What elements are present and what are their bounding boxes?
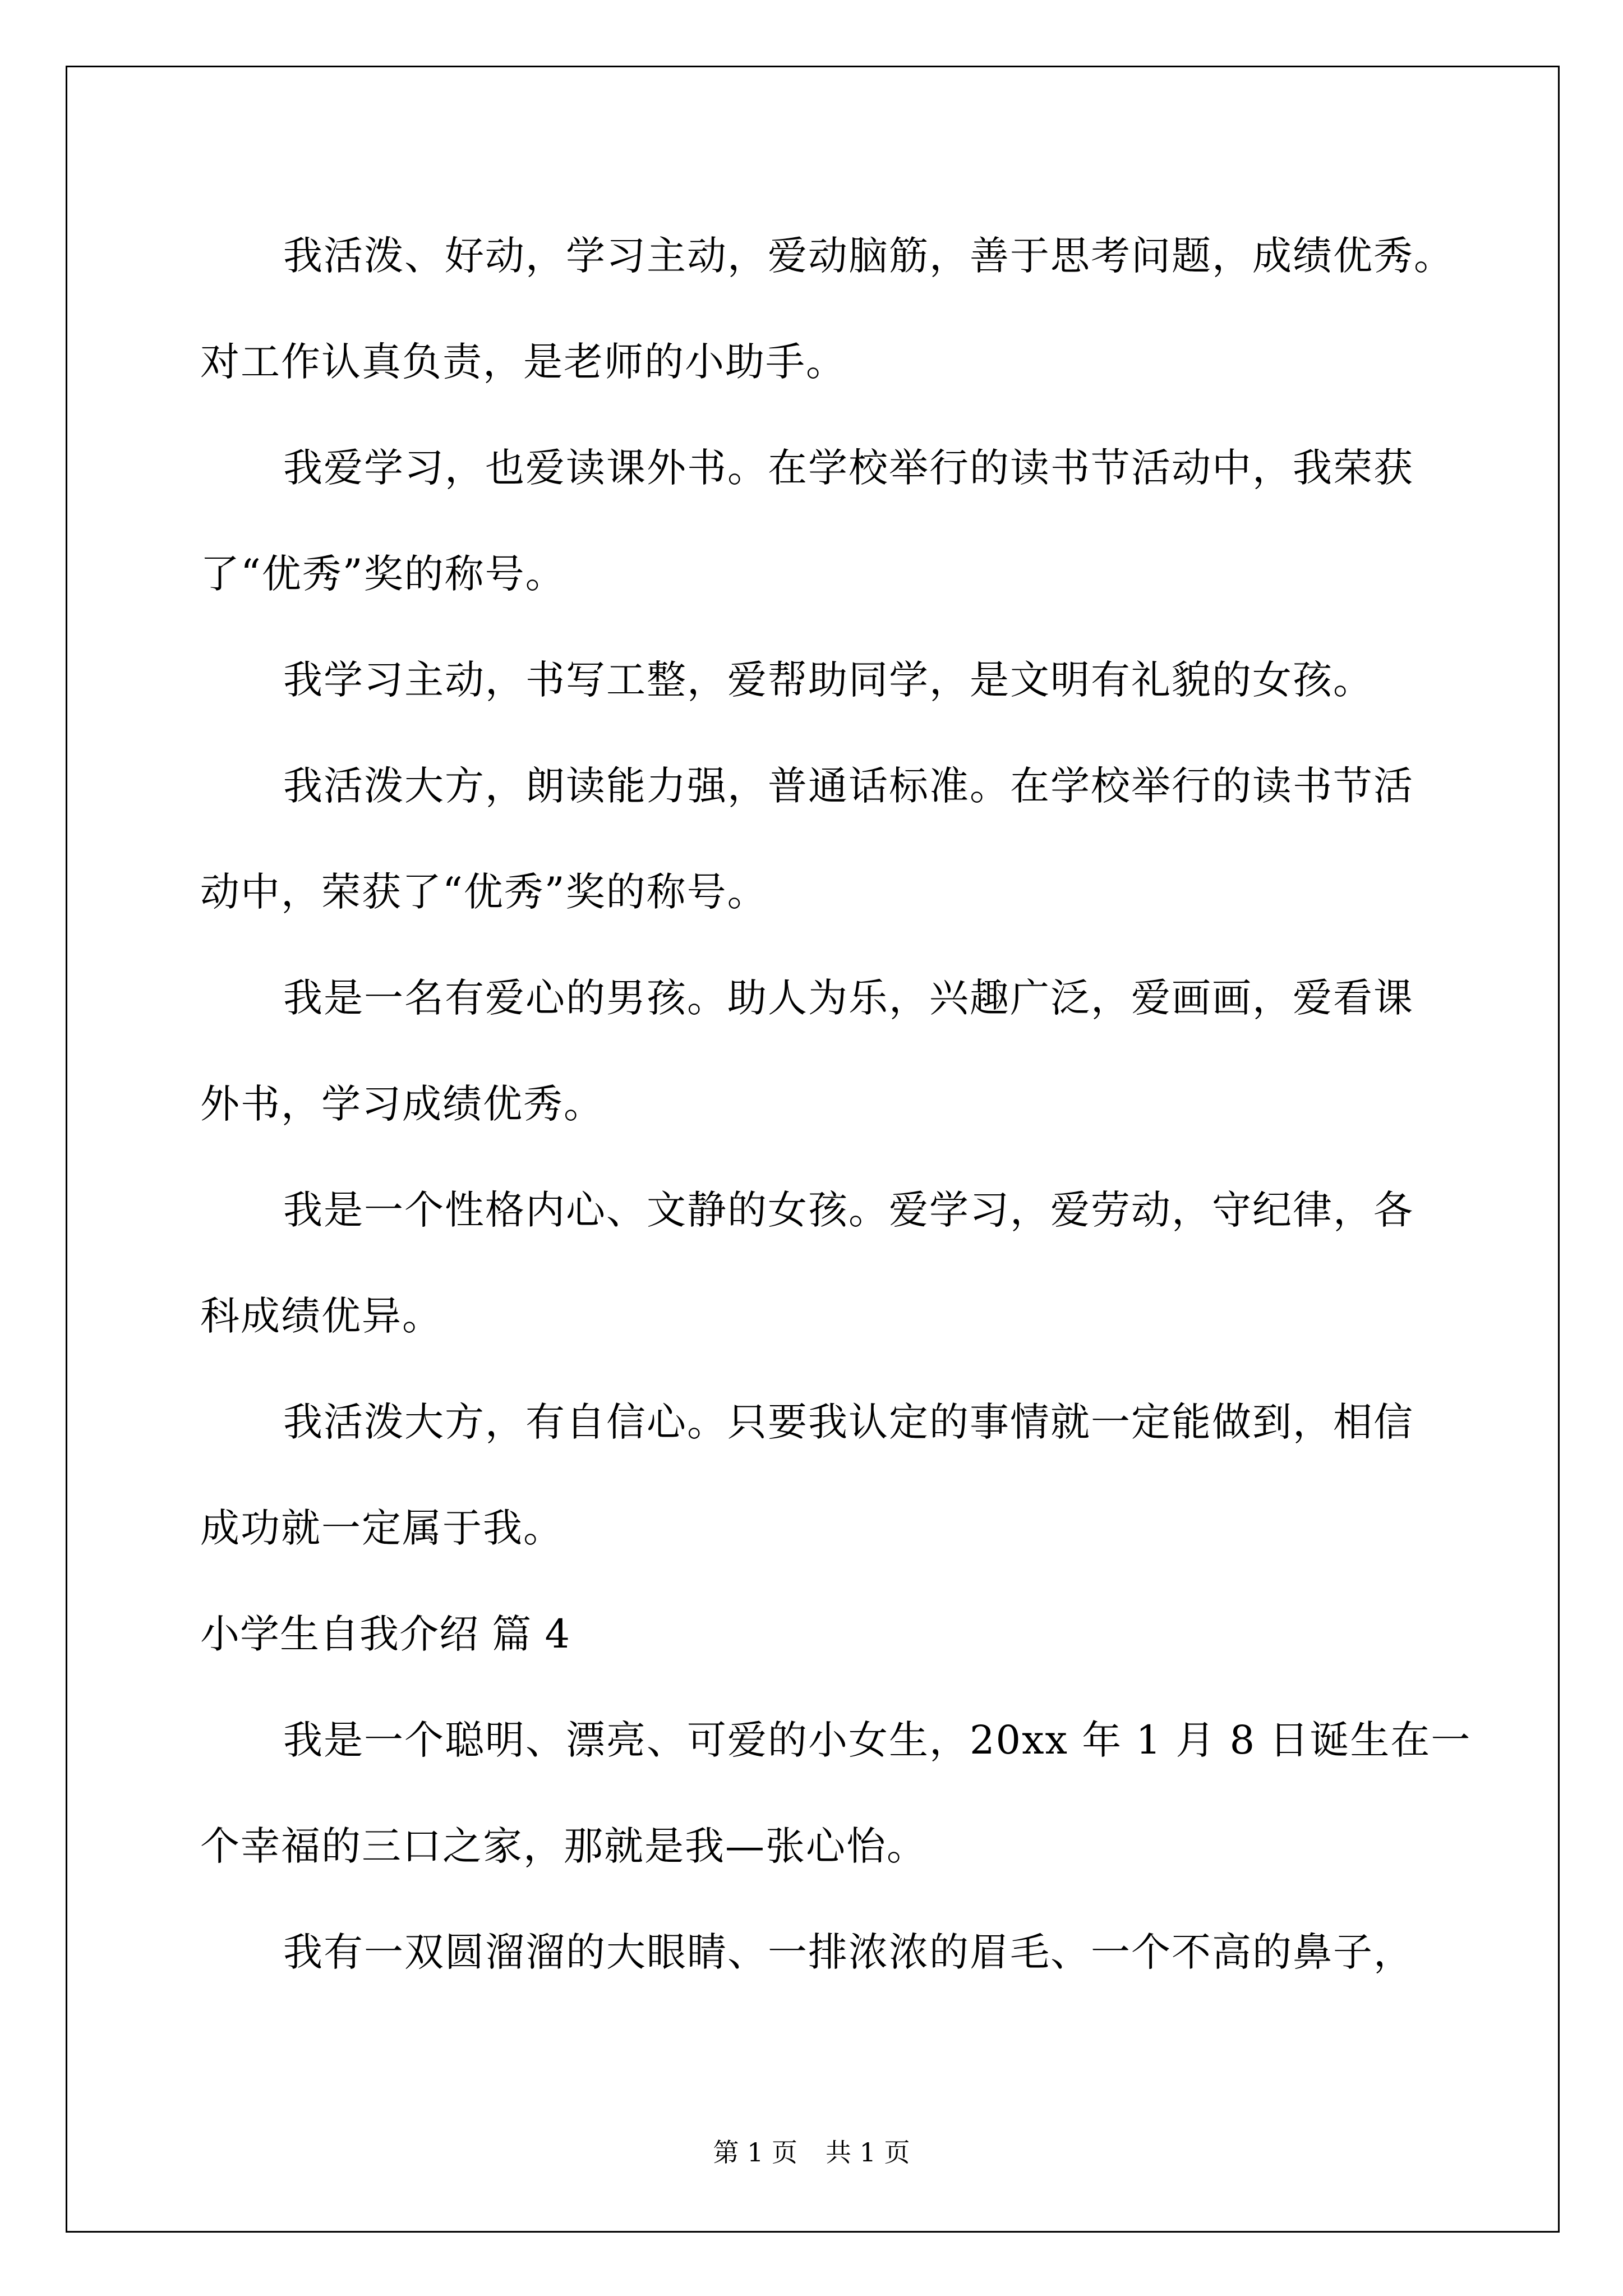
paragraph-line: 外书，学习成绩优秀。	[200, 1081, 604, 1127]
section-heading: 小学生自我介绍 篇 4	[200, 1611, 571, 1657]
paragraph-line: 我有一双圆溜溜的大眼睛、一排浓浓的眉毛、一个不高的鼻子，	[283, 1929, 1414, 1975]
page-number: 第 1 页	[713, 2137, 797, 2168]
paragraph-line: 我活泼大方，朗读能力强，普通话标准。在学校举行的读书节活	[283, 763, 1414, 809]
page-footer	[0, 2136, 1623, 2169]
paragraph-line: 我是一个性格内心、文静的女孩。爱学习，爱劳动，守纪律，各	[283, 1187, 1414, 1233]
paragraph-line: 我是一名有爱心的男孩。助人为乐，兴趣广泛，爱画画，爱看课	[283, 975, 1414, 1021]
paragraph-line: 对工作认真负责，是老师的小助手。	[200, 339, 846, 385]
paragraph-line: 个幸福的三口之家，那就是我—张心怡。	[200, 1823, 927, 1869]
paragraph-line: 我爱学习，也爱读课外书。在学校举行的读书节活动中，我荣获	[283, 445, 1414, 491]
page-total: 共 1 页	[826, 2137, 910, 2168]
paragraph-line: 动中，荣获了“优秀”奖的称号。	[200, 869, 768, 915]
paragraph-line: 我活泼、好动，学习主动，爱动脑筋，善于思考问题，成绩优秀。	[283, 233, 1454, 279]
paragraph-line: 成功就一定属于我。	[200, 1505, 564, 1551]
paragraph-line: 我学习主动，书写工整，爱帮助同学，是文明有礼貌的女孩。	[283, 657, 1373, 703]
page-border	[66, 66, 1560, 2233]
paragraph-line: 了“优秀”奖的称号。	[200, 551, 566, 597]
paragraph-line: 我是一个聪明、漂亮、可爱的小女生，20xx 年 1 月 8 日诞生在一	[283, 1717, 1472, 1763]
paragraph-line: 我活泼大方，有自信心。只要我认定的事情就一定能做到，相信	[283, 1399, 1414, 1445]
paragraph-line: 科成绩优异。	[200, 1293, 442, 1339]
